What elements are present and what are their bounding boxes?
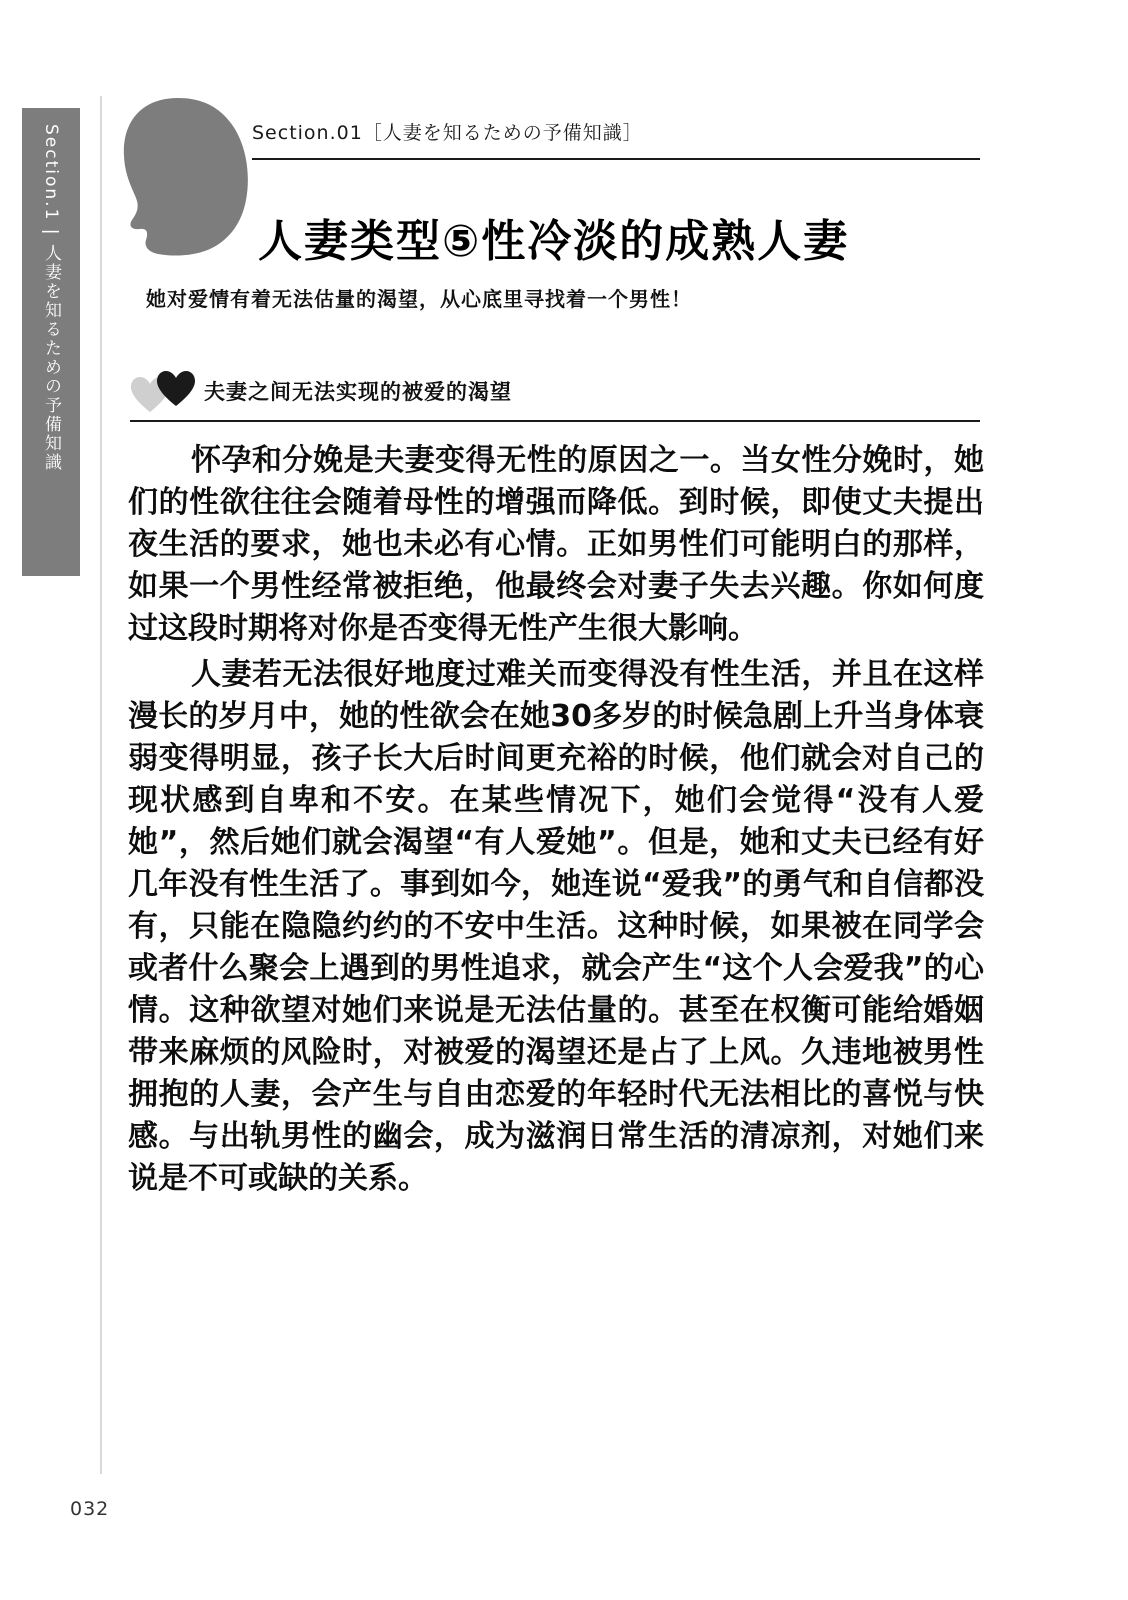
- page-number: 032: [70, 1498, 110, 1520]
- page-title: 人妻类型⑤性冷淡的成熟人妻: [258, 216, 850, 268]
- section-side-tab-label: Section.1 | 人妻を知るための予備知識: [41, 124, 61, 472]
- heart-filled-icon: [156, 370, 196, 408]
- column-divider-rule: [100, 96, 102, 1474]
- body-paragraph: 人妻若无法很好地度过难关而变得没有性生活，并且在这样漫长的岁月中，她的性欲会在她30多岁的时候急剧上升当身体衰弱变得明显，孩子长大后时间更充裕的时候，他们就会对自己的现状感到自卑和不安。在某些情况下，她们会觉得“没有人爱她”，然后她们就会渴望“有人爱她”。但是，她和丈夫已经有好几年没有性生活了。事到如今，她连说“爱我”的勇气和自信都没有，只能在隐隐约约的不安中生活。这种时候，如果被在同学会或者什么聚会上遇到的男性追求，就会产生“这个人会爱我”的心情。这种欲望对她们来说是无法估量的。甚至在权衡可能给婚姻带来麻烦的风险时，对被爱的渴望还是占了上风。久违地被男性拥抱的人妻，会产生与自由恋爱的年轻时代无法相比的喜悦与快感。与出轨男性的幽会，成为滋润日常生活的清凉剂，对她们来说是不可或缺的关系。: [128, 657, 984, 1196]
- subheading-label: 夫妻之间无法实现的被爱的渴望: [204, 380, 512, 404]
- page-lead-text: 她对爱情有着无法估量的渴望，从心底里寻找着一个男性！: [146, 287, 692, 311]
- body-paragraph: 怀孕和分娩是夫妻变得无性的原因之一。当女性分娩时，她们的性欲往往会随着母性的增强而降低。到时候，即使丈夫提出夜生活的要求，她也未必有心情。正如男性们可能明白的那样，如果一个男性经常被拒绝，他最终会对妻子失去兴趣。你如何度过这段时期将对你是否变得无性产生很大影响。: [128, 443, 984, 646]
- woman-head-silhouette-icon: [118, 96, 258, 264]
- subheading-rule: [130, 420, 980, 422]
- section-side-tab: [22, 108, 80, 576]
- kicker-rule: [252, 158, 980, 160]
- subheading-block: [130, 370, 980, 420]
- body-text: [128, 440, 984, 1200]
- section-kicker: Section.01［人妻を知るための予備知識］: [252, 122, 643, 144]
